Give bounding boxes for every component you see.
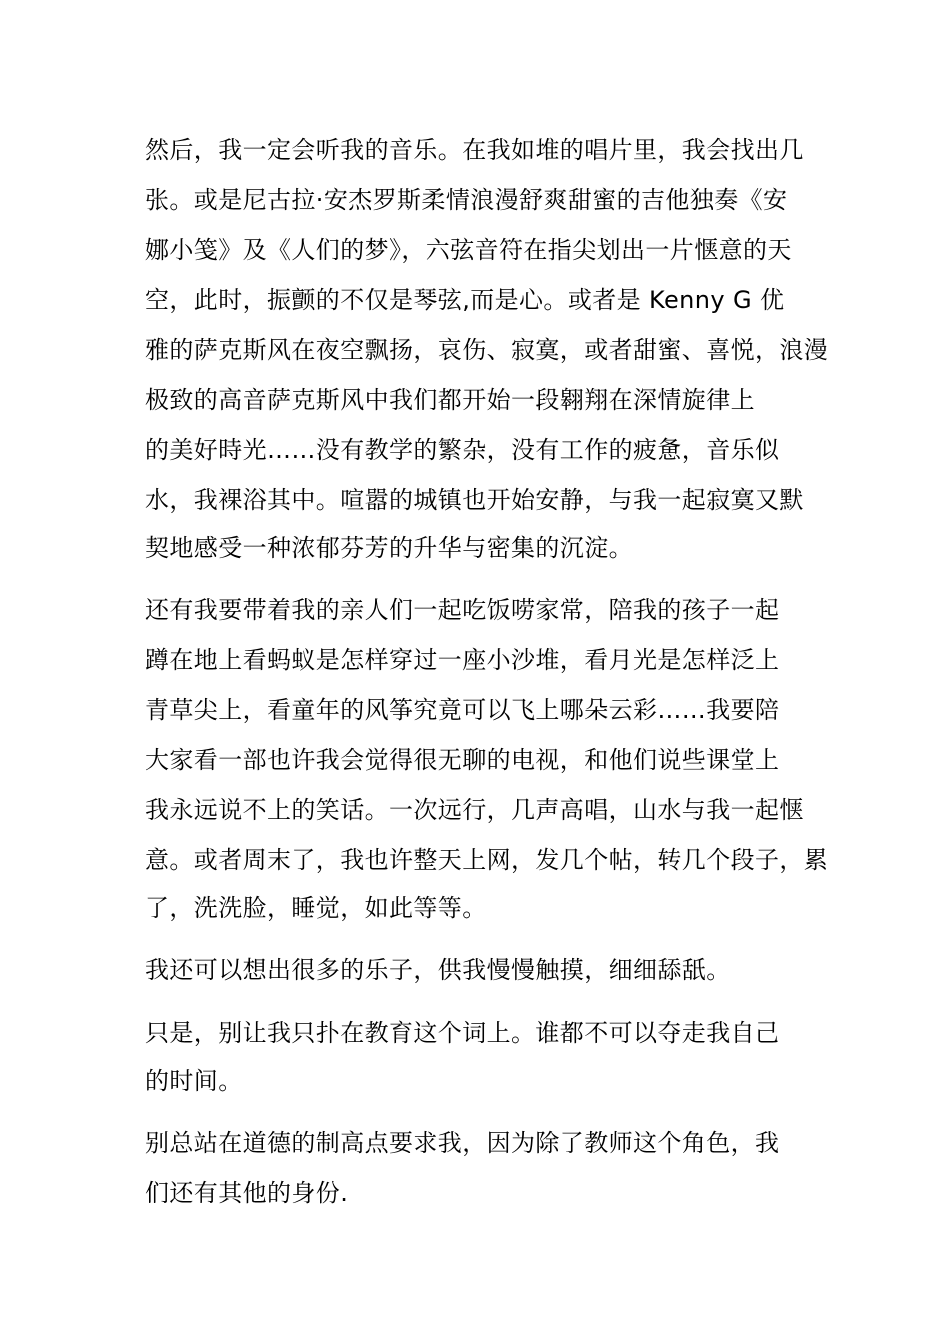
text-line: 别总站在道德的制高点要求我，因为除了教师这个角色，我 — [145, 1129, 780, 1157]
text-line: 张。或是尼古拉·安杰罗斯柔情浪漫舒爽甜蜜的吉他独奏《安 — [145, 186, 788, 214]
text-line: 们还有其他的身份. — [145, 1179, 349, 1207]
text-line: 还有我要带着我的亲人们一起吃饭唠家常，陪我的孩子一起 — [145, 596, 780, 624]
text-line: 只是，别让我只扑在教育这个词上。谁都不可以夺走我自己 — [145, 1019, 780, 1047]
text-line: 青草尖上，看童年的风筝究竟可以飞上哪朵云彩……我要陪 — [145, 696, 780, 724]
text-line: 我还可以想出很多的乐子，供我慢慢触摸，细细舔舐。 — [145, 956, 731, 984]
text-line: 雅的萨克斯风在夜空飘扬，哀伤、寂寞，或者甜蜜、喜悦，浪漫 — [145, 336, 829, 364]
text-line: 的时间。 — [145, 1067, 243, 1095]
text-line: 蹲在地上看蚂蚁是怎样穿过一座小沙堆，看月光是怎样泛上 — [145, 646, 780, 674]
text-line: 极致的高音萨克斯风中我们都开始一段翱翔在深情旋律上 — [145, 386, 755, 414]
text-line: 的美好時光……没有教学的繁杂，没有工作的疲惫，音乐似 — [145, 436, 780, 464]
text-line: 水，我裸浴其中。喧嚣的城镇也开始安静，与我一起寂寞又默 — [145, 486, 804, 514]
text-line: 娜小笺》及《人们的梦》，六弦音符在指尖划出一片惬意的天 — [145, 236, 792, 264]
text-line: 了，洗洗脸，睡觉，如此等等。 — [145, 894, 487, 922]
text-line: 我永远说不上的笑话。一次远行，几声高唱，山水与我一起惬 — [145, 796, 804, 824]
text-line: 空，此时，振颤的不仅是琴弦,而是心。或者是 Kenny G 优 — [145, 286, 785, 314]
text-line: 意。或者周末了，我也许整天上网，发几个帖，转几个段子，累 — [145, 846, 829, 874]
text-line: 大家看一部也许我会觉得很无聊的电视，和他们说些课堂上 — [145, 746, 780, 774]
text-line: 然后，我一定会听我的音乐。在我如堆的唱片里，我会找出几 — [145, 136, 804, 164]
text-line: 契地感受一种浓郁芬芳的升华与密集的沉淀。 — [145, 534, 633, 562]
